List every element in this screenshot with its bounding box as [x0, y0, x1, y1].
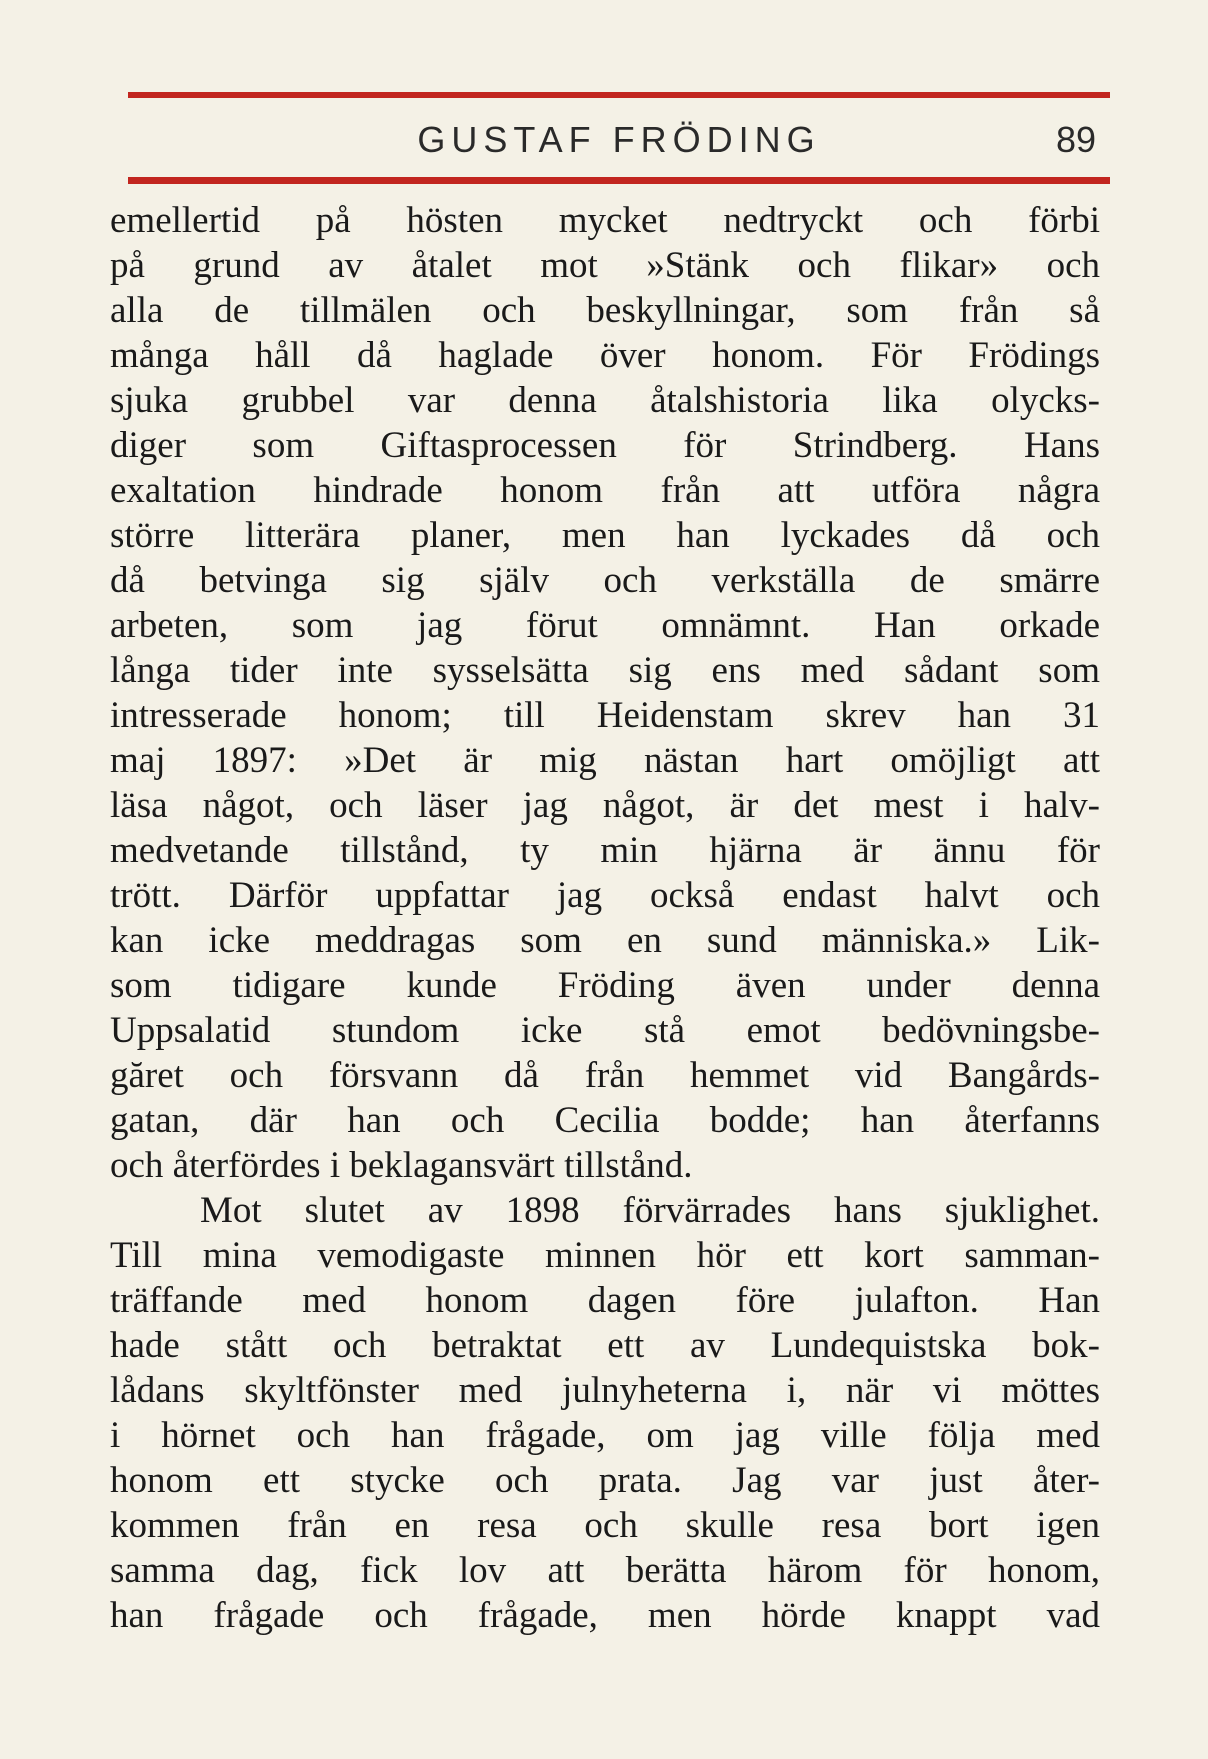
header-bottom-rule: [128, 177, 1110, 184]
text-line: kan icke meddragas som en sund människa.» Lik-: [110, 920, 1100, 961]
body-text: [110, 198, 1100, 1638]
text-line: maj 1897: »Det är mig nästan hart omöjligt att: [110, 740, 1100, 781]
text-line: som tidigare kunde Fröding även under denna: [110, 965, 1100, 1006]
running-title: GUSTAF FRÖDING: [417, 119, 821, 160]
header-top-rule: [128, 92, 1110, 98]
text-line: kommen från en resa och skulle resa bort igen: [110, 1505, 1100, 1546]
text-line: lådans skyltfönster med julnyheterna i, när vi möttes: [110, 1370, 1100, 1411]
text-line: hade stått och betraktat ett av Lundequistska bok-: [110, 1325, 1100, 1366]
text-line: intresserade honom; till Heidenstam skrev han 31: [110, 695, 1100, 736]
text-line: diger som Giftasprocessen för Strindberg. Hans: [110, 425, 1100, 466]
text-line: större litterära planer, men han lyckades då och: [110, 515, 1100, 556]
text-line: träffande med honom dagen före julafton. Han: [110, 1280, 1100, 1321]
text-line: i hörnet och han frågade, om jag ville följa med: [110, 1415, 1100, 1456]
paragraph-first-line: Mot slutet av 1898 förvärrades hans sjuklighet.: [200, 1190, 1100, 1231]
text-line: läsa något, och läser jag något, är det mest i halv-: [110, 785, 1100, 826]
text-line: Till mina vemodigaste minnen hör ett kort samman-: [110, 1235, 1100, 1276]
text-line: på grund av åtalet mot »Stänk och flikar» och: [110, 245, 1100, 286]
running-head: [128, 112, 1110, 168]
text-line: exaltation hindrade honom från att utföra några: [110, 470, 1100, 511]
text-line: samma dag, fick lov att berätta härom för honom,: [110, 1550, 1100, 1591]
page-number: 89: [1055, 119, 1096, 160]
text-line: han frågade och frågade, men hörde knappt vad: [110, 1595, 1100, 1636]
text-line: arbeten, som jag förut omnämnt. Han orkade: [110, 605, 1100, 646]
text-line: medvetande tillstånd, ty min hjärna är ännu för: [110, 830, 1100, 871]
text-line: emellertid på hösten mycket nedtryckt och förbi: [110, 200, 1100, 241]
text-line: honom ett stycke och prata. Jag var just åter-: [110, 1460, 1100, 1501]
text-line: găret och försvann då från hemmet vid Bangårds-: [110, 1055, 1100, 1096]
paragraph-last-line: och återfördes i beklagansvärt tillstånd.: [110, 1145, 693, 1186]
text-line: trött. Därför uppfattar jag också endast halvt och: [110, 875, 1100, 916]
text-line: långa tider inte sysselsätta sig ens med sådant som: [110, 650, 1100, 691]
text-line: då betvinga sig själv och verkställa de smärre: [110, 560, 1100, 601]
text-line: alla de tillmälen och beskyllningar, som från så: [110, 290, 1100, 331]
text-line: många håll då haglade över honom. För Frödings: [110, 335, 1100, 376]
text-line: sjuka grubbel var denna åtalshistoria lika olycks-: [110, 380, 1100, 421]
text-line: Uppsalatid stundom icke stå emot bedövningsbe-: [110, 1010, 1100, 1051]
text-line: gatan, där han och Cecilia bodde; han återfanns: [110, 1100, 1100, 1141]
